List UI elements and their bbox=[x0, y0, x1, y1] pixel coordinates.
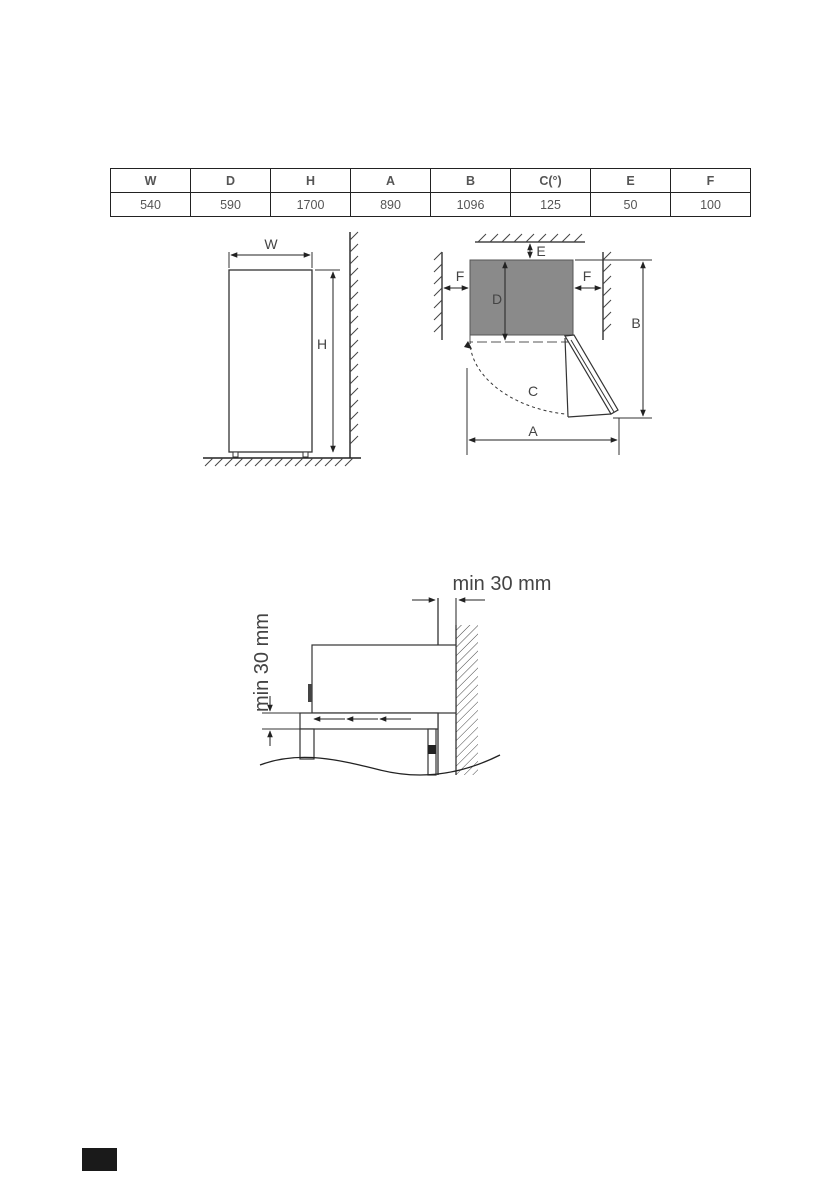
page-number-block bbox=[82, 1148, 117, 1171]
header-cell: E bbox=[591, 169, 671, 193]
floor-hatching bbox=[205, 458, 353, 466]
fridge-foot bbox=[303, 452, 308, 457]
top-clearance-label: min 30 mm bbox=[452, 573, 552, 595]
value-cell: 590 bbox=[191, 193, 271, 217]
height-label: H bbox=[316, 336, 328, 352]
header-cell: A bbox=[351, 169, 431, 193]
door-handle bbox=[308, 684, 312, 702]
ventilation-diagram bbox=[251, 573, 551, 775]
cabinet-leg bbox=[300, 729, 314, 759]
header-cell: H bbox=[271, 169, 351, 193]
b-label: B bbox=[631, 315, 641, 331]
f-right-label: F bbox=[582, 268, 592, 284]
fridge-foot bbox=[233, 452, 238, 457]
value-cell: 50 bbox=[591, 193, 671, 217]
width-label: W bbox=[264, 236, 278, 252]
d-label: D bbox=[491, 291, 503, 307]
appliance-body bbox=[312, 645, 456, 713]
value-cell: 1700 bbox=[271, 193, 351, 217]
value-cell: 1096 bbox=[431, 193, 511, 217]
door-swing-arc bbox=[470, 341, 565, 414]
fridge-front bbox=[229, 270, 312, 452]
c-label: C bbox=[527, 383, 539, 399]
value-cell: 540 bbox=[111, 193, 191, 217]
header-cell: B bbox=[431, 169, 511, 193]
header-cell: C(°) bbox=[511, 169, 591, 193]
front-view-diagram bbox=[203, 232, 361, 466]
value-cell: 125 bbox=[511, 193, 591, 217]
header-cell: F bbox=[671, 169, 751, 193]
header-cell: W bbox=[111, 169, 191, 193]
f-left-label: F bbox=[455, 268, 465, 284]
wall-hatching-section bbox=[456, 625, 478, 775]
door-closed-outline bbox=[470, 335, 573, 342]
a-label: A bbox=[528, 423, 538, 439]
bottom-clearance-label: min 30 mm bbox=[251, 613, 273, 712]
top-view-diagram bbox=[434, 234, 652, 455]
value-cell: 890 bbox=[351, 193, 431, 217]
e-label: E bbox=[536, 243, 546, 259]
wall-hatching bbox=[350, 232, 358, 444]
value-cell: 100 bbox=[671, 193, 751, 217]
header-cell: D bbox=[191, 169, 271, 193]
worktop-shelf bbox=[300, 713, 438, 729]
fridge-top-body bbox=[470, 260, 573, 335]
